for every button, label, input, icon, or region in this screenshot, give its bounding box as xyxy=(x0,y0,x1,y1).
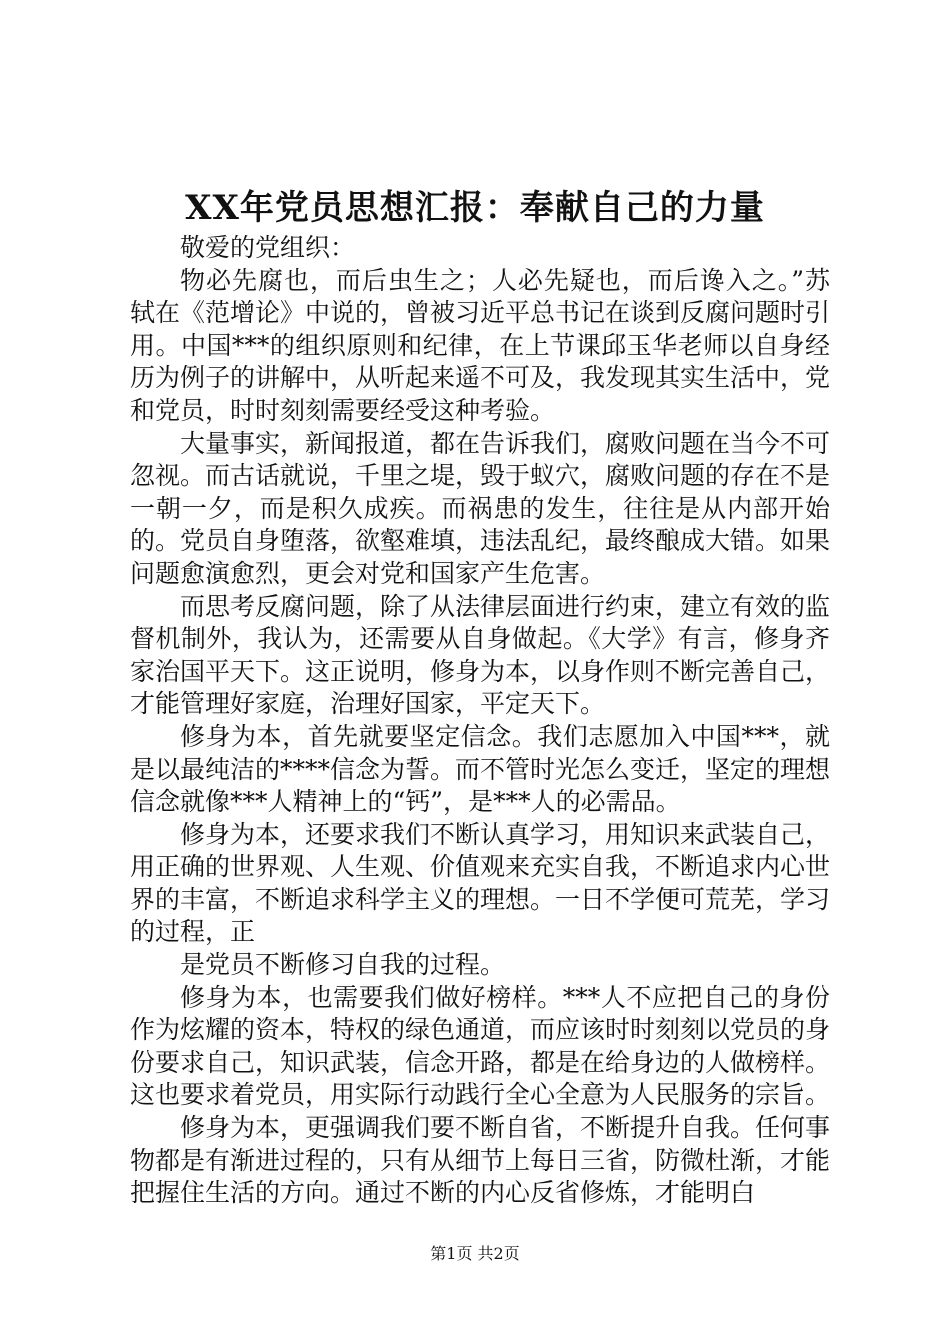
salutation: 敬爱的党组织： xyxy=(180,233,356,262)
paragraph: 而思考反腐问题，除了从法律层面进行约束，建立有效的监督机制外，我认为，还需要从自身做起。《大学》有言，修身齐家治国平天下。这正说明，修身为本，以身作则不断完善自己，才能管理好家庭，治理好国家，平定天下。 xyxy=(130,591,831,719)
paragraph: 修身为本，首先就要坚定信念。我们志愿加入中国***，就是以最纯洁的****信念为誓。而不管时光怎么变迁，坚定的理想信念就像***人精神上的“钙”，是***人的必需品。 xyxy=(130,721,831,817)
document-body xyxy=(130,232,830,1210)
paragraph: 物必先腐也，而后虫生之；人必先疑也，而后谗入之。”苏轼在《范增论》中说的，曾被习近平总书记在谈到反腐问题时引用。中国***的组织原则和纪律，在上节课邱玉华老师以自身经历为例子的讲解中，从听起来遥不可及，我发现其实生活中，党和党员，时时刻刻需要经受这种考验。 xyxy=(130,265,831,425)
paragraph: 是党员不断修习自我的过程。 xyxy=(180,950,506,980)
page-title: XX年党员思想汇报：奉献自己的力量 xyxy=(185,188,765,228)
page-footer: 第1页 共2页 xyxy=(430,1244,520,1263)
paragraph: 修身为本，更强调我们要不断自省，不断提升自我。任何事物都是有渐进过程的，只有从细节上每日三省，防微杜渐，才能把握住生活的方向。通过不断的内心反省修炼，才能明白 xyxy=(130,1113,831,1208)
paragraph: 修身为本，还要求我们不断认真学习，用知识来武装自己，用正确的世界观、人生观、价值观来充实自我，不断追求内心世界的丰富，不断追求科学主义的理想。一日不学便可荒芜，学习的过程，正 xyxy=(130,819,831,947)
paragraph: 大量事实，新闻报道，都在告诉我们，腐败问题在当今不可忽视。而古话就说，千里之堤，毁于蚁穴，腐败问题的存在不是一朝一夕，而是积久成疾。而祸患的发生，往往是从内部开始的。党员自身堕落，欲壑难填，违法乱纪，最终酿成大错。如果问题愈演愈烈，更会对党和国家产生危害。 xyxy=(130,428,831,588)
paragraph: 修身为本，也需要我们做好榜样。***人不应把自己的身份作为炫耀的资本，特权的绿色通道，而应该时时刻刻以党员的身份要求自己，知识武装，信念开路，都是在给身边的人做榜样。这也要求着党员，用实际行动践行全心全意为人民服务的宗旨。 xyxy=(130,982,831,1110)
